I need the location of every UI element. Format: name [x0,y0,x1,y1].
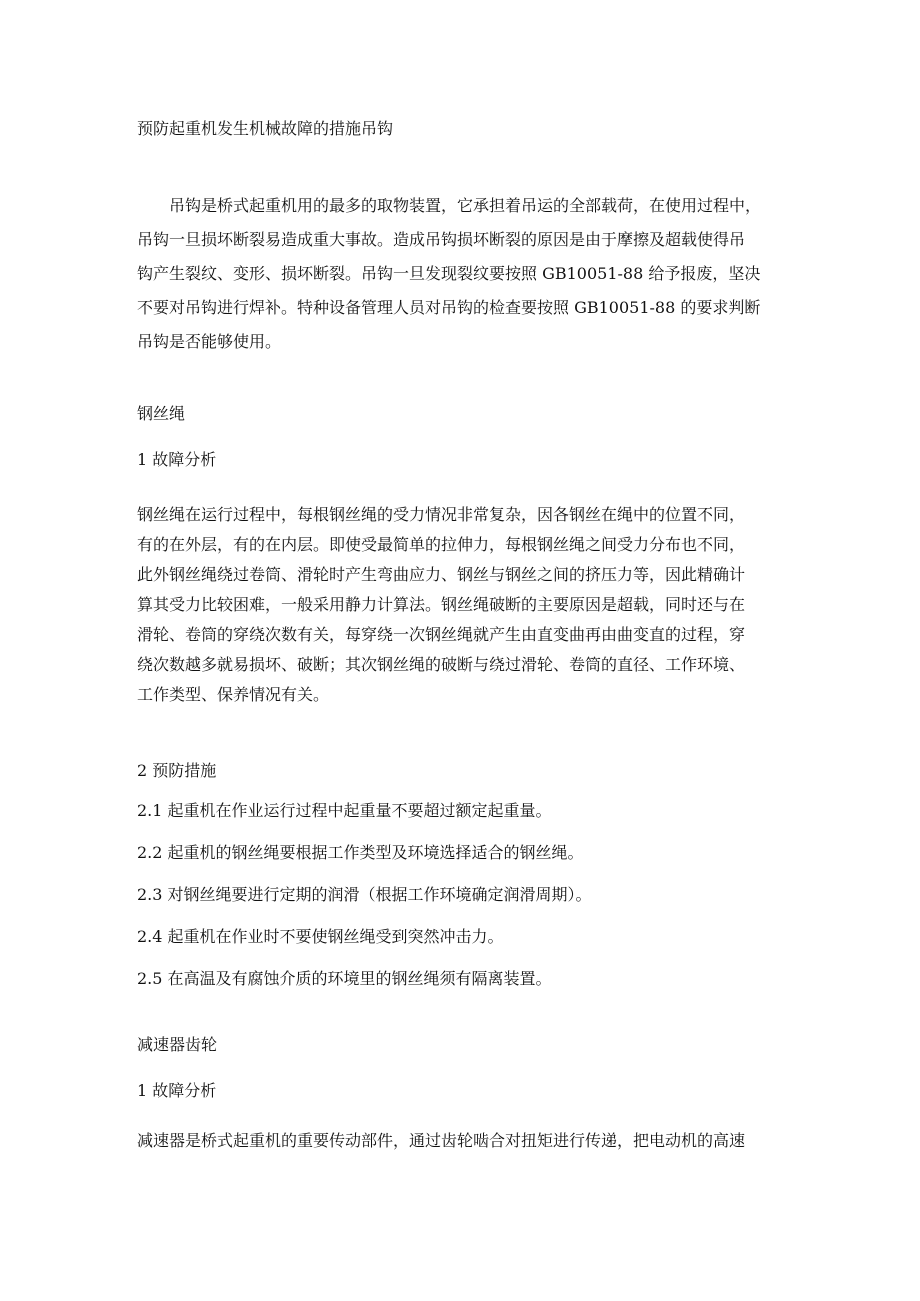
hook-paragraph-line: 吊钩是桥式起重机用的最多的取物装置，它承担着吊运的全部载荷，在使用过程中， [137,196,762,215]
rope-fault-paragraph [137,500,797,710]
subheading-fault-analysis-gear: 1 故障分析 [137,1081,217,1100]
hook-paragraph [137,189,797,359]
document-title: 预防起重机发生机械故障的措施吊钩 [137,119,394,138]
measure-item: 2.1 起重机在作业运行过程中起重量不要超过额定起重量。 [137,801,552,820]
rope-fault-line: 工作类型、保养情况有关。 [137,685,330,704]
measure-item: 2.5 在高温及有腐蚀介质的环境里的钢丝绳须有隔离装置。 [137,969,552,988]
measure-item: 2.3 对钢丝绳要进行定期的润滑（根据工作环境确定润滑周期）。 [137,885,592,904]
rope-fault-line: 钢丝绳在运行过程中，每根钢丝绳的受力情况非常复杂，因各钢丝在绳中的位置不同， [137,505,746,524]
measure-item: 2.4 起重机在作业时不要使钢丝绳受到突然冲击力。 [137,927,504,946]
hook-paragraph-line: 吊钩一旦损坏断裂易造成重大事故。造成吊钩损坏断裂的原因是由于摩擦及超载使得吊 [137,230,746,249]
rope-fault-line: 绕次数越多就易损坏、破断；其次钢丝绳的破断与绕过滑轮、卷筒的直径、工作环境、 [137,655,746,674]
section-heading-wire-rope: 钢丝绳 [137,404,186,423]
hook-paragraph-line: 不要对吊钩进行焊补。特种设备管理人员对吊钩的检查要按照 GB10051-88 的要求判断 [137,298,761,317]
rope-fault-line: 此外钢丝绳绕过卷筒、滑轮时产生弯曲应力、钢丝与钢丝之间的挤压力等，因此精确计 [137,565,746,584]
section-heading-reducer-gear: 减速器齿轮 [137,1035,218,1054]
subheading-fault-analysis: 1 故障分析 [137,450,217,469]
hook-paragraph-line: 吊钩是否能够使用。 [137,332,282,351]
hook-paragraph-line: 钩产生裂纹、变形、损坏断裂。吊钩一旦发现裂纹要按照 GB10051-88 给予报废，坚决 [137,264,761,283]
rope-fault-line: 有的在外层，有的在内层。即使受最简单的拉伸力，每根钢丝绳之间受力分布也不同， [137,535,746,554]
rope-fault-line: 滑轮、卷筒的穿绕次数有关，每穿绕一次钢丝绳就产生由直变曲再由曲变直的过程，穿 [137,625,746,644]
subheading-prevention-measures: 2 预防措施 [137,761,217,780]
gear-fault-line: 减速器是桥式起重机的重要传动部件，通过齿轮啮合对扭矩进行传递，把电动机的高速 [137,1131,746,1150]
measure-item: 2.2 起重机的钢丝绳要根据工作类型及环境选择适合的钢丝绳。 [137,843,584,862]
rope-fault-line: 算其受力比较困难，一般采用静力计算法。钢丝绳破断的主要原因是超载，同时还与在 [137,595,746,614]
